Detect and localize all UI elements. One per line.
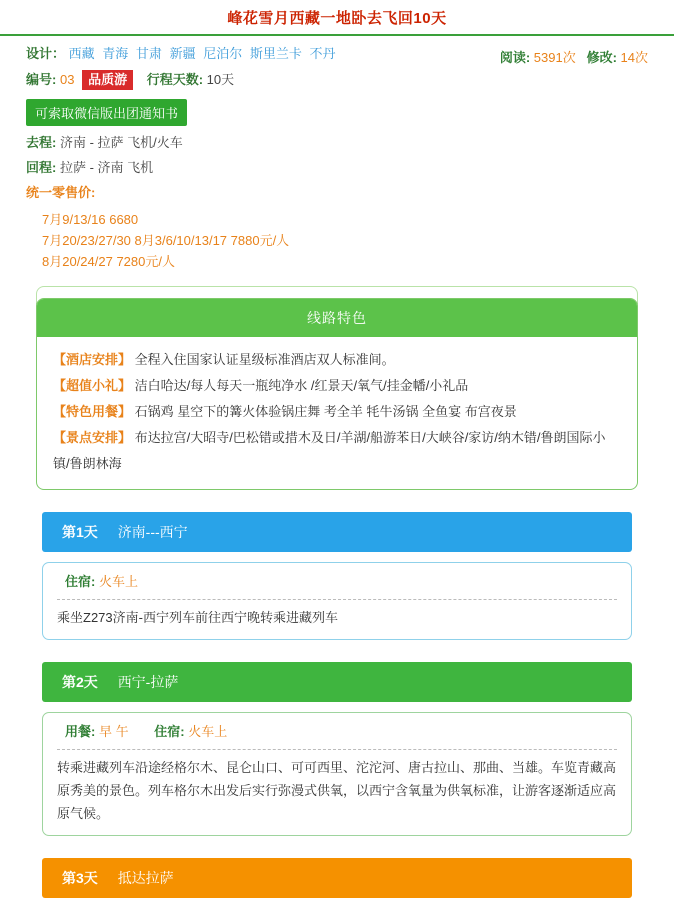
days-value: 10天 bbox=[206, 72, 235, 87]
stay-label: 住宿: bbox=[154, 724, 185, 739]
price-line: 7月9/13/16 6680 bbox=[42, 212, 139, 227]
read-label: 阅读: bbox=[499, 50, 531, 65]
day-detail-2 bbox=[42, 712, 632, 836]
code-value: 03 bbox=[59, 72, 75, 87]
info-section bbox=[0, 36, 674, 276]
day-description: 乘坐Z273济南-西宁列车前往西宁晚转乘进藏列车 bbox=[57, 610, 338, 625]
page-title: 峰花雪月西藏一地卧去飞回10天 bbox=[227, 10, 447, 27]
depart-value: 济南 - 拉萨 飞机/火车 bbox=[59, 135, 183, 150]
design-label: 设计： bbox=[26, 46, 66, 61]
days-label: 行程天数: bbox=[146, 72, 204, 87]
feature-item bbox=[53, 399, 621, 425]
day-number: 第1天 bbox=[62, 524, 98, 540]
day-detail-1 bbox=[42, 562, 632, 640]
return-row bbox=[26, 159, 648, 177]
meal-label: 用餐: bbox=[65, 724, 96, 739]
destination-item[interactable]: 新疆 bbox=[169, 46, 196, 61]
return-value: 拉萨 - 济南 飞机 bbox=[59, 160, 154, 175]
code-row bbox=[26, 70, 648, 90]
return-label: 回程: bbox=[26, 160, 57, 175]
feature-text: 洁白哈达/每人每天一瓶纯净水 /红景天/氧气/挂金幡/小礼品 bbox=[134, 378, 469, 393]
day-description: 转乘进藏列车沿途经格尔木、昆仑山口、可可西里、沱沱河、唐古拉山、那曲、当雄。车览青藏高原秀美的景色。列车格尔木出发后实行弥漫式供氧，以西宁含氧量为供氧标准，让游客逐渐适应高原气候。 bbox=[57, 760, 617, 821]
page-title-bar bbox=[0, 0, 674, 36]
destination-item[interactable]: 西藏 bbox=[68, 46, 95, 61]
wechat-notice-badge[interactable]: 可索取微信版出团通知书 bbox=[26, 99, 187, 126]
quality-badge: 品质游 bbox=[82, 70, 133, 90]
day-header-1[interactable] bbox=[42, 512, 632, 552]
day-title: 西宁-拉萨 bbox=[117, 674, 179, 690]
feature-text: 石锅鸡 星空下的篝火体验锅庄舞 考全羊 牦牛汤锅 全鱼宴 布宫夜景 bbox=[134, 404, 517, 419]
feature-tag: 【景点安排】 bbox=[53, 430, 132, 445]
modify-label: 修改: bbox=[586, 50, 617, 65]
destination-item[interactable]: 甘肃 bbox=[135, 46, 162, 61]
meal-value: 早 午 bbox=[98, 724, 129, 739]
depart-label: 去程: bbox=[26, 135, 57, 150]
depart-row bbox=[26, 134, 648, 152]
stay-value: 火车上 bbox=[98, 574, 138, 589]
code-label: 编号: bbox=[26, 72, 57, 87]
destination-item[interactable]: 尼泊尔 bbox=[203, 46, 243, 61]
modify-value: 14次 bbox=[620, 50, 648, 65]
feature-tag: 【酒店安排】 bbox=[53, 352, 132, 367]
day-meta bbox=[57, 572, 617, 592]
price-line: 8月20/24/27 7280元/人 bbox=[42, 254, 175, 269]
day-title: 济南---西宁 bbox=[117, 524, 188, 540]
day-number: 第2天 bbox=[62, 674, 98, 690]
stay-value: 火车上 bbox=[188, 724, 228, 739]
feature-text: 布达拉宫/大昭寺/巴松错或措木及日/羊湖/船游苯日/大峡谷/家访/纳木错/鲁朗国际小镇/鲁朗林海 bbox=[53, 430, 606, 471]
feature-item bbox=[53, 347, 621, 373]
route-features-body bbox=[37, 337, 637, 489]
read-value: 5391次 bbox=[533, 50, 576, 65]
day-number: 第3天 bbox=[62, 870, 98, 886]
price-title: 统一零售价: bbox=[26, 185, 96, 200]
day-meta bbox=[57, 722, 617, 742]
price-line: 7月20/23/27/30 8月3/6/10/13/17 7880元/人 bbox=[42, 233, 290, 248]
route-features-heading: 线路特色 bbox=[37, 299, 637, 337]
day-header-2[interactable] bbox=[42, 662, 632, 702]
destination-list bbox=[69, 46, 340, 61]
price-title-row bbox=[26, 184, 648, 202]
route-features-panel bbox=[36, 298, 638, 490]
feature-tag: 【超值小礼】 bbox=[53, 378, 132, 393]
divider bbox=[57, 599, 617, 600]
destination-item[interactable]: 斯里兰卡 bbox=[249, 46, 302, 61]
day-header-3[interactable] bbox=[42, 858, 632, 898]
feature-item bbox=[53, 425, 621, 477]
notice-badge-row bbox=[26, 97, 648, 134]
destination-item[interactable]: 不丹 bbox=[309, 46, 336, 61]
destination-item[interactable]: 青海 bbox=[102, 46, 129, 61]
stay-label: 住宿: bbox=[65, 574, 96, 589]
divider bbox=[57, 749, 617, 750]
stats-row bbox=[500, 47, 648, 66]
feature-tag: 【特色用餐】 bbox=[53, 404, 132, 419]
feature-item bbox=[53, 373, 621, 399]
feature-text: 全程入住国家认证星级标准酒店双人标准间。 bbox=[134, 352, 395, 367]
day-title: 抵达拉萨 bbox=[117, 870, 174, 886]
